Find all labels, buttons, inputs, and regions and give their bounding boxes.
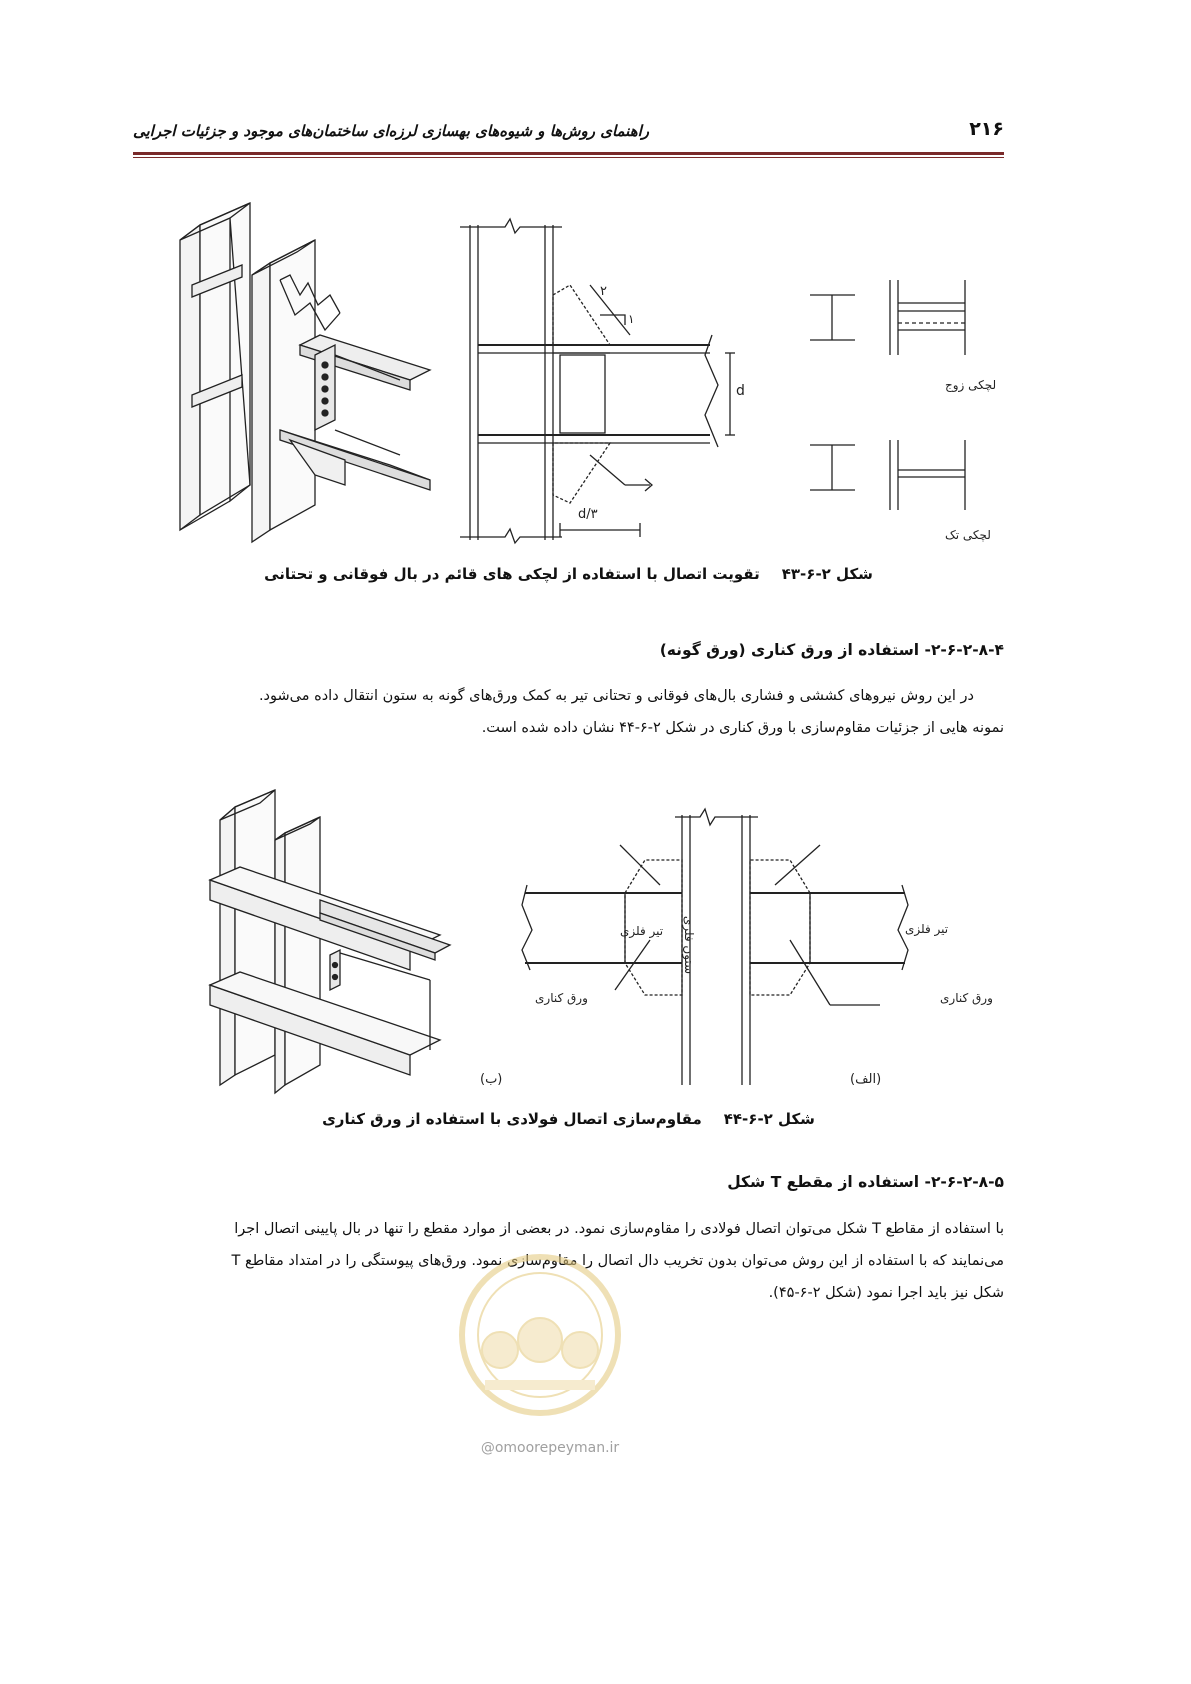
running-title: راهنمای روش‌ها و شیوه‌های بهسازی لرزه‌ای ساختمان‌های موجود و جزئیات اجرایی: [133, 122, 650, 140]
double-stiffener-label: لچکی زوج: [945, 378, 997, 392]
header-rule-thin: [133, 157, 1004, 158]
page-number: ۲۱۶: [969, 118, 1004, 140]
elevation-view: [460, 219, 735, 543]
section-4-line-1: در این روش نیروهای کششی و فشاری بال‌های فوقانی و تحتانی تیر به کمک ورق‌های گونه به ستون انتقال داده می‌شود.: [258, 688, 974, 704]
figure-44-drawing: [180, 785, 993, 1095]
figure-43-number: شکل ۲-۶-۴۳: [781, 565, 873, 583]
section-4-paragraph: [133, 680, 1004, 744]
section-4-line-2: نمونه هایی از جزئیات مقاوم‌سازی با ورق کناری در شکل ۲-۶-۴۴ نشان داده شده است.: [481, 720, 1004, 736]
section-5-line-2: می‌نمایند که با استفاده از این روش می‌توان بدون تخریب دال اتصال را مقاوم‌سازی نمود. ورق‌های پیوستگی را در امتداد مقاطع T: [231, 1253, 1004, 1269]
side-plate-right-label: ورق کناری: [940, 991, 993, 1005]
dim-1-label: ۱: [628, 312, 635, 326]
figure-44-caption: [133, 1110, 1004, 1128]
isometric-stiffener-view: [180, 203, 430, 542]
dim-2-label: ۲: [600, 284, 607, 299]
isometric-side-plate-view: [210, 790, 450, 1093]
stiffener-section-views: [810, 280, 965, 510]
figure-44-number: شکل ۲-۶-۴۴: [723, 1110, 815, 1128]
figure-43-caption-text: تقویت اتصال با استفاده از لچکی های قائم در بال فوقانی و تحتانی: [264, 565, 760, 583]
side-plate-elevation-view: [522, 809, 908, 1085]
steel-beam-right-label: تیر فلزی: [905, 922, 949, 936]
dim-d3-label: d/۳: [578, 507, 598, 522]
part-a-label: (الف): [850, 1072, 882, 1087]
figure-43-drawing: [130, 185, 1010, 555]
watermark-logo: [455, 1250, 625, 1425]
steel-beam-left-label: تیر فلزی: [620, 924, 664, 938]
part-b-label: (ب): [480, 1072, 503, 1087]
section-5-heading: ۲-۶-۲-۸-۵- استفاده از مقطع T شکل: [727, 1173, 1004, 1191]
page-header: [133, 118, 1004, 154]
section-5-line-1: با استفاده از مقاطع T شکل می‌توان اتصال فولادی را مقاوم‌سازی نمود. در بعضی از موارد مقطع را تنها در بال پایینی اتصال اجرا: [234, 1221, 1004, 1237]
figure-44-caption-text: مقاوم‌سازی اتصال فولادی با استفاده از ورق کناری: [322, 1110, 702, 1128]
figure-43-caption: [133, 565, 1004, 583]
section-4-heading: ۲-۶-۲-۸-۴- استفاده از ورق کناری (ورق گونه): [659, 641, 1004, 659]
dim-d-label: d: [736, 383, 745, 399]
section-5-line-3: شکل نیز باید اجرا نمود (شکل ۲-۶-۴۵).: [768, 1285, 1004, 1301]
single-stiffener-label: لچکی تک: [945, 528, 991, 542]
steel-column-label: ستون فلزی: [682, 915, 696, 975]
side-plate-left-label: ورق کناری: [535, 991, 588, 1005]
watermark-url: @omoorepeyman.ir: [480, 1440, 620, 1456]
header-rule: [133, 152, 1004, 155]
